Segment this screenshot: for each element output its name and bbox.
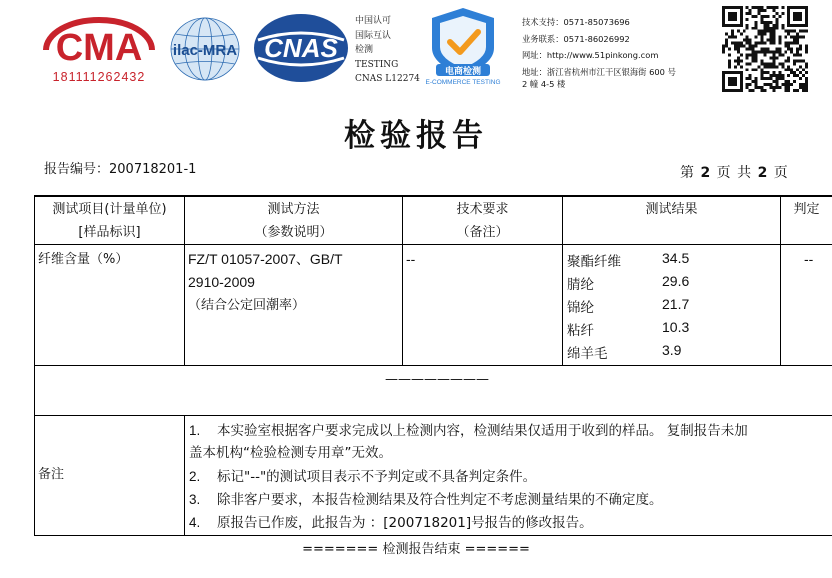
header-item [35,198,184,244]
method-line3: （结合公定回潮率） [188,298,306,313]
mutual-line: 检测 [355,45,374,55]
cma-logo-text: CMA [55,27,143,69]
address: 地址：浙江省杭州市江干区银海街 600 号 [522,66,676,77]
remark-text: 除非客户要求，本报告检测结果及符合性判定不考虑测量结果的不确定度。 [217,492,663,508]
method-line2: 2910-2009 [188,274,255,290]
header-result: 测试结果 [645,202,698,217]
report-number: 报告编号：200718201-1 [44,162,197,177]
mutual-recognition-text [355,14,420,87]
mutual-line: TESTING [355,59,399,70]
remark-item [189,442,829,465]
cma-number: 181111262432 [52,70,146,84]
report-title: 检验报告 [344,118,488,154]
item-fiber-content: 纤维含量（%） [38,252,129,267]
result-name: 粘纤 [567,323,594,339]
result-name: 锦纶 [567,300,594,316]
report-end-footer: ======= 检测报告结束 ====== [302,542,530,557]
cnas-logo-text: CNAS [264,33,338,63]
cnas-logo [252,12,350,84]
page-mid: 页 共 [716,165,753,181]
result-value: 34.5 [662,250,690,266]
header-requirement-line1: 技术要求 [456,202,509,217]
header-item-line1: 测试项目(计量单位) [52,202,167,217]
page-indicator [680,162,789,182]
ecommerce-logo-cn: 电商检测 [444,67,482,77]
result-value: 3.9 [662,342,682,358]
remark-item [189,419,829,443]
method-line1: FZ/T 01057-2007、GB/T [188,251,343,267]
remarks-label: 备注 [38,467,65,482]
requirement-value: -- [406,251,416,267]
header-requirement [403,198,562,244]
header-method-line2: （参数说明） [254,225,333,240]
header-method-line1: 测试方法 [267,202,320,217]
header-item-line2: [样品标识] [78,225,141,240]
tech-support: 技术支持：0571-85073696 [522,17,630,27]
result-name: 腈纶 [567,277,594,293]
remark-text: 本实验室根据客户要求完成以上检测内容，检测结果仅适用于收到的样品。 复制报告未加 [217,423,748,439]
remark-number: 2. [189,469,201,484]
remark-item [189,465,829,489]
mutual-line: 国际互认 [355,30,392,41]
ilac-mra-logo [166,14,244,84]
remark-text: 盖本机构“检验检测专用章”无效。 [189,445,392,461]
address-line-2: 2 幢 4-5 楼 [522,79,566,89]
page-prefix: 第 [680,165,695,181]
judgement-value: -- [804,251,814,267]
remark-item [189,488,829,512]
ilac-mra-text: ilac-MRA [172,42,238,59]
website: 网址：http://www.51pinkong.com [522,50,659,60]
remark-text: 标记"--"的测试项目表示不予判定或不具备判定条件。 [217,469,537,485]
header-requirement-line2: （备注） [456,225,509,240]
ecommerce-testing-logo [420,6,506,86]
page-total: 2 [757,165,769,181]
remark-item [189,511,829,535]
ecommerce-logo-en: E-COMMERCE TESTING [425,79,501,86]
cma-logo [38,12,160,86]
business-contact: 业务联系：0571-86026992 [522,33,630,44]
remark-number: 1. [189,423,201,438]
result-value: 29.6 [662,273,690,289]
test-method [188,248,400,317]
result-name: 聚酯纤维 [567,254,621,270]
page-current: 2 [700,165,712,181]
contact-info [522,14,712,93]
result-name: 绵羊毛 [567,346,608,362]
remark-text: 原报告已作废，此报告为 ：[200718201]号报告的修改报告。 [217,515,593,531]
remark-number: 4. [189,515,201,530]
remark-number: 3. [189,492,201,507]
mutual-line: CNAS L12274 [355,74,420,84]
header-method [185,198,402,244]
result-value: 10.3 [662,319,690,335]
mutual-line: 中国认可 [355,16,392,26]
header-judgement: 判定 [793,202,820,217]
page-suffix: 页 [773,165,789,181]
end-separator: ———————— [385,372,489,387]
result-value: 21.7 [662,296,690,312]
qr-code [722,6,808,92]
